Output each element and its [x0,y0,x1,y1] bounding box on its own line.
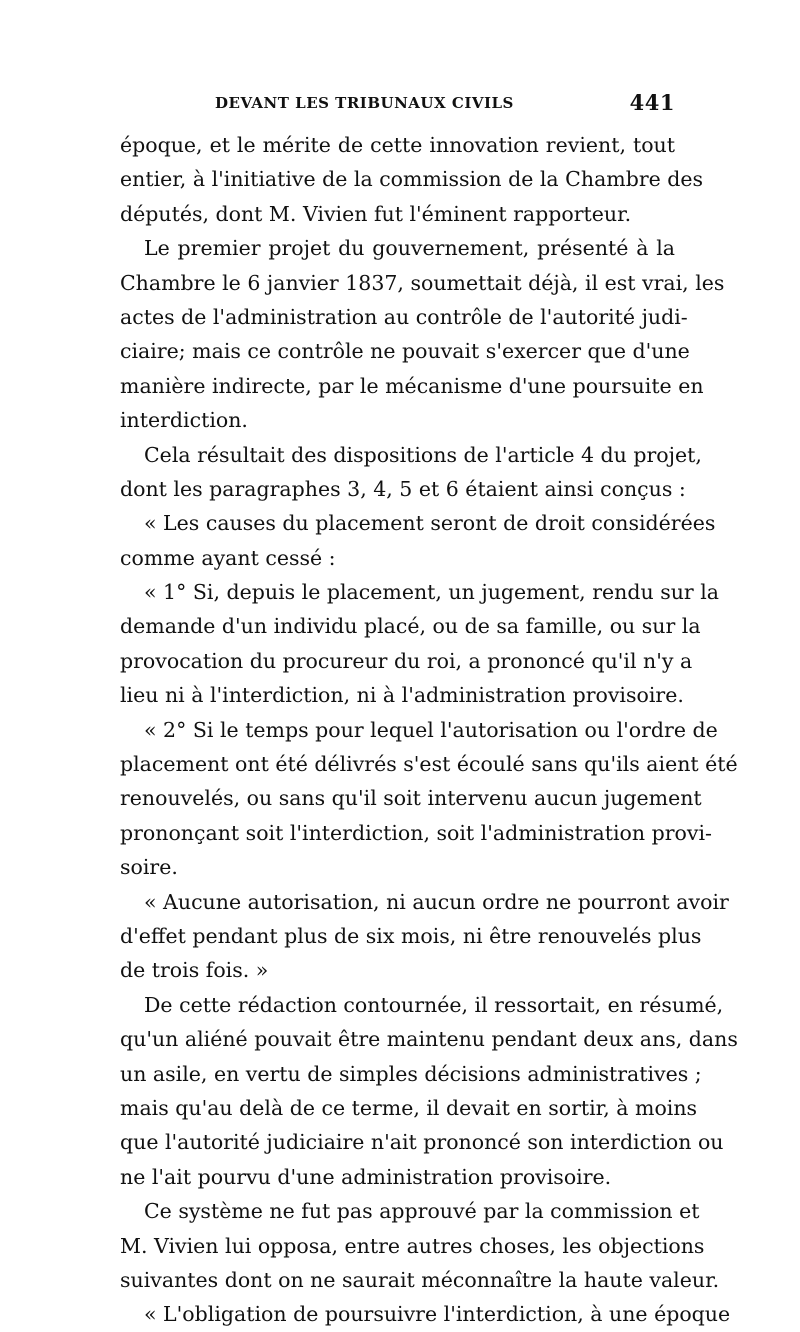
text-line: « 1° Si, depuis le placement, un jugement, rendu sur la [144,580,720,605]
text-line: « 2° Si le temps pour lequel l'autorisation ou l'ordre de [144,717,718,742]
text-line: ne l'ait pourvu d'une administration provisoire. [120,1164,612,1189]
text-line: « L'obligation de poursuivre l'interdiction, à une époque [144,1302,731,1327]
text-line: actes de l'administration au contrôle de l'autorité judi- [120,304,688,329]
text-line: entier, à l'initiative de la commission de la Chambre des [120,167,704,192]
text-line: M. Vivien lui opposa, entre autres choses, les objections [120,1233,705,1258]
text-line: d'effet pendant plus de six mois, ni être renouvelés plus [120,923,702,948]
text-line: Cela résultait des dispositions de l'article 4 du projet, [144,442,702,467]
text-line: manière indirecte, par le mécanisme d'une poursuite en [120,373,704,398]
text-line: de trois fois. » [120,958,269,983]
book-page [120,90,738,1332]
text-line: De cette rédaction contournée, il ressortait, en résumé, [144,992,724,1017]
text-line: qu'un aliéné pouvait être maintenu pendant deux ans, dans [120,1027,738,1052]
text-line: mais qu'au delà de ce terme, il devait en sortir, à moins [120,1095,698,1120]
text-line: députés, dont M. Vivien fut l'éminent rapporteur. [120,201,632,226]
text-line: interdiction. [120,408,248,433]
text-line: placement ont été délivrés s'est écoulé sans qu'ils aient été [120,752,738,777]
text-line: « Les causes du placement seront de droit considérées [144,511,716,536]
text-line: prononçant soit l'interdiction, soit l'administration provi- [120,820,712,845]
text-line: renouvelés, ou sans qu'il soit intervenu aucun jugement [120,786,702,811]
text-line: provocation du procureur du roi, a prononcé qu'il n'y a [120,648,693,673]
running-title: DEVANT LES TRIBUNAUX CIVILS [215,94,514,112]
text-line: lieu ni à l'interdiction, ni à l'administration provisoire. [120,683,684,708]
text-line: demande d'un individu placé, ou de sa famille, ou sur la [120,614,701,639]
text-line: Le premier projet du gouvernement, présenté à la [144,236,675,261]
page-number: 441 [629,90,675,115]
text-line: suivantes dont on ne saurait méconnaître la haute valeur. [120,1267,720,1292]
text-line: époque, et le mérite de cette innovation revient, tout [120,133,675,157]
text-line: ciaire; mais ce contrôle ne pouvait s'exercer que d'une [120,339,690,364]
text-line: Ce système ne fut pas approuvé par la commission et [144,1199,700,1224]
text-line: un asile, en vertu de simples décisions administratives ; [120,1061,702,1086]
running-head [120,90,675,120]
text-line: Chambre le 6 janvier 1837, soumettait déjà, il est vrai, les [120,270,725,295]
text-line: soire. [120,855,178,880]
text-line: « Aucune autorisation, ni aucun ordre ne pourront avoir [144,889,729,914]
text-line: dont les paragraphes 3, 4, 5 et 6 étaient ainsi conçus : [120,476,686,501]
body-text [120,128,738,1332]
text-line: que l'autorité judiciaire n'ait prononcé son interdiction ou [120,1130,724,1155]
text-line: comme ayant cessé : [120,545,336,570]
